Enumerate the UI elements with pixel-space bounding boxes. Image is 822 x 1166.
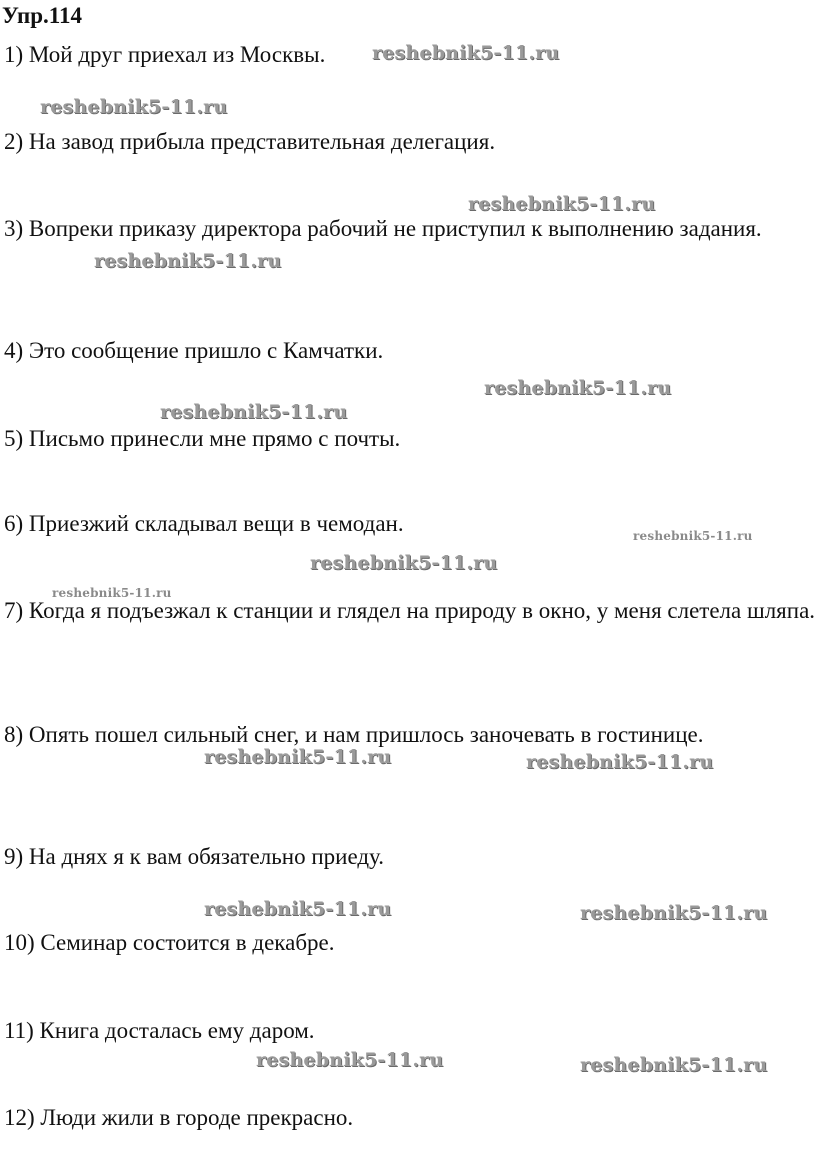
watermark: reshebnik5-11.ru: [40, 96, 228, 118]
sentence-12: 12) Люди жили в городе прекрасно.: [4, 1105, 354, 1130]
sentence-9: 9) На днях я к вам обязательно приеду.: [4, 844, 385, 869]
sentence-10: 10) Семинар состоится в декабре.: [4, 930, 335, 955]
sentence-6: 6) Приезжий складывал вещи в чемодан.: [4, 511, 404, 536]
sentence-8: 8) Опять пошел сильный снег, и нам пришлось заночевать в гостинице.: [4, 722, 704, 747]
exercise-title: Упр.114: [2, 3, 83, 28]
watermark: reshebnik5-11.ru: [372, 42, 560, 64]
sentence-1: 1) Мой друг приехал из Москвы.: [4, 42, 326, 67]
sentence-2: 2) На завод прибыла представительная делегация.: [4, 129, 496, 154]
sentence-7: 7) Когда я подъезжал к станции и глядел на природу в окно, у меня слетела шляпа.: [4, 598, 816, 623]
watermark: reshebnik5-11.ru: [633, 529, 753, 543]
watermark: reshebnik5-11.ru: [580, 902, 768, 924]
watermark: reshebnik5-11.ru: [204, 746, 392, 768]
watermark: reshebnik5-11.ru: [310, 552, 498, 574]
sentence-11: 11) Книга досталась ему даром.: [4, 1018, 315, 1043]
watermark: reshebnik5-11.ru: [94, 250, 282, 272]
watermark: reshebnik5-11.ru: [204, 898, 392, 920]
watermark: reshebnik5-11.ru: [468, 193, 656, 215]
watermark: reshebnik5-11.ru: [580, 1054, 768, 1076]
sentence-3: 3) Вопреки приказу директора рабочий не приступил к выполнению задания.: [4, 216, 762, 241]
watermark: reshebnik5-11.ru: [52, 586, 172, 600]
sentence-5: 5) Письмо принесли мне прямо с почты.: [4, 426, 401, 451]
watermark: reshebnik5-11.ru: [526, 751, 714, 773]
watermark: reshebnik5-11.ru: [484, 377, 672, 399]
watermark: reshebnik5-11.ru: [160, 401, 348, 423]
sentence-4: 4) Это сообщение пришло с Камчатки.: [4, 338, 384, 363]
watermark: reshebnik5-11.ru: [256, 1049, 444, 1071]
